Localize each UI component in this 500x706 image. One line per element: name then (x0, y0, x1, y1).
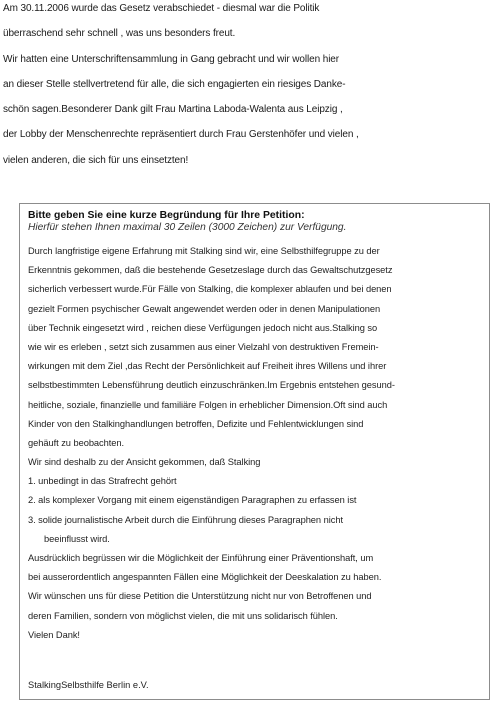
intro-line-1: Am 30.11.2006 wurde das Gesetz verabschiedet - diesmal war die Politik (3, 3, 320, 14)
reason-line: bei ausserordentlich angespannten Fällen eine Möglichkeit der Deeskalation zu haben. (28, 572, 382, 583)
reason-line: heitliche, soziale, finanzielle und familiäre Folgen in erheblicher Dimension.Oft sind auch (28, 399, 388, 410)
reason-line: Erkenntnis gekommen, daß die bestehende Gesetzeslage durch das Gewaltschutzgesetz (28, 265, 393, 276)
reason-line: über Technik eingesetzt wird , reichen diese Verfügungen jedoch nicht aus.Stalking so (28, 322, 378, 333)
reason-line: Wir sind deshalb zu der Ansicht gekommen, daß Stalking (28, 457, 261, 468)
petition-subheading: Hierfür stehen Ihnen maximal 30 Zeilen (3000 Zeichen) zur Verfügung. (28, 222, 347, 233)
petition-form-box (19, 203, 490, 700)
intro-line-4: an dieser Stelle stellvertretend für alle, die sich engagierten ein riesiges Danke- (3, 78, 346, 90)
intro-text (3, 3, 497, 180)
reason-line: Ausdrücklich begrüssen wir die Möglichkeit der Einführung einer Präventionshaft, um (28, 553, 374, 563)
reason-line: selbstbestimmten Lebensführung deutlich einzuschränken.Im Ergebnis entstehen gesund- (28, 380, 395, 391)
reason-line: gezielt Formen psychischer Gewalt angewendet werden oder in denen Manipulationen (28, 303, 381, 314)
intro-line-3: Wir hatten eine Unterschriftensammlung in Gang gebracht und wir wollen hier (3, 53, 340, 65)
reason-line: wirkungen mit dem Ziel ,das Recht der Persönlichkeit auf Freiheit ihres Willens und ihrer (28, 361, 387, 372)
closing-line: Vielen Dank! (28, 629, 80, 640)
intro-line-2: überraschend sehr schnell , was uns besonders freut. (3, 28, 236, 40)
petition-heading: Bitte geben Sie eine kurze Begründung für Ihre Petition: (28, 210, 305, 221)
list-item: 3. solide journalistische Arbeit durch die Einführung dieses Paragraphen nicht (28, 514, 343, 525)
reason-line: Kinder von den Stalkinghandlungen betroffen, Defizite und Fehlentwicklungen sind (28, 418, 364, 429)
intro-line-7: vielen anderen, die sich für uns einsetzten! (3, 154, 189, 166)
reason-line: deren Familien, sondern von möglichst vielen, die mit uns solidarisch fühlen. (28, 610, 338, 621)
reason-line: wie wir es erleben , setzt sich zusammen aus einer Vielzahl von destruktiven Fremein- (28, 341, 379, 352)
list-item: 2. als komplexer Vorgang mit einem eigenständigen Paragraphen zu erfassen ist (28, 495, 357, 506)
intro-line-5: schön sagen.Besonderer Dank gilt Frau Martina Laboda-Walenta aus Leipzig , (3, 104, 343, 116)
list-item-continuation: beeinflusst wird. (44, 533, 110, 544)
signature-organization: StalkingSelbsthilfe Berlin e.V. (28, 680, 149, 690)
reason-line: Durch langfristige eigene Erfahrung mit Stalking sind wir, eine Selbsthilfegruppe zu der (28, 246, 380, 256)
list-item: 1. unbedingt in das Strafrecht gehört (28, 476, 177, 487)
reason-line: Wir wünschen uns für diese Petition die Unterstützung nicht nur von Betroffenen und (28, 591, 372, 602)
reason-line: gehäuft zu beobachten. (28, 437, 125, 448)
petition-reason-text (28, 245, 483, 648)
intro-line-6: der Lobby der Menschenrechte repräsentiert durch Frau Gerstenhöfer und vielen , (3, 129, 359, 141)
reason-line: sicherlich verbessert wurde.Für Fälle von Stalking, die komplexer ablaufen und bei denen (28, 284, 392, 295)
